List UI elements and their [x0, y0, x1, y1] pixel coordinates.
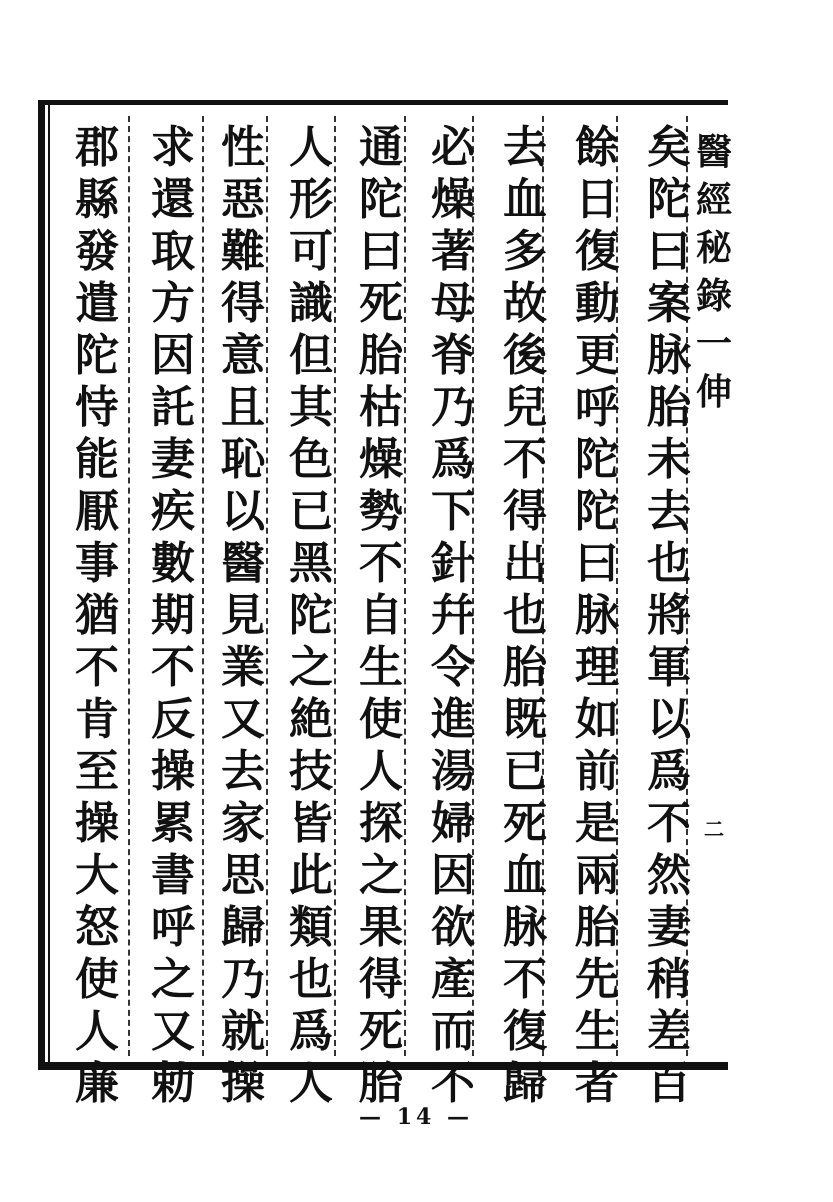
character: 得 — [221, 278, 265, 329]
character: 陀 — [289, 590, 333, 641]
character: 不 — [503, 954, 547, 1005]
character: 怒 — [75, 902, 119, 953]
character: 多 — [503, 226, 547, 277]
character: 錄 — [695, 275, 732, 317]
character: 恃 — [75, 382, 119, 433]
character: 家 — [221, 798, 265, 849]
character: 更 — [575, 330, 619, 381]
character: 肯 — [75, 694, 119, 745]
character: 之 — [289, 642, 333, 693]
character: 不 — [359, 538, 403, 589]
character: 出 — [503, 538, 547, 589]
character: 死 — [503, 798, 547, 849]
text-column — [282, 122, 340, 1109]
character: 縣 — [75, 174, 119, 225]
page-number: — 14 — — [359, 1104, 473, 1130]
character: 經 — [695, 179, 732, 221]
character: 脉 — [503, 902, 547, 953]
top-rule — [38, 100, 728, 105]
character: 能 — [75, 434, 119, 485]
character: 形 — [289, 174, 333, 225]
character: 以 — [647, 694, 691, 745]
character: 其 — [289, 382, 333, 433]
character: 枯 — [359, 382, 403, 433]
character: 呼 — [151, 902, 195, 953]
character: 血 — [503, 174, 547, 225]
character: 得 — [359, 954, 403, 1005]
character: 乃 — [431, 382, 475, 433]
character: 求 — [151, 122, 195, 173]
character: 期 — [151, 590, 195, 641]
character: 死 — [359, 1006, 403, 1057]
character: 勅 — [151, 1058, 195, 1109]
character: 進 — [431, 694, 475, 745]
character: 去 — [221, 746, 265, 797]
character: 令 — [431, 642, 475, 693]
text-column — [352, 122, 410, 1109]
left-inner-rule — [48, 104, 50, 1064]
character: 脊 — [431, 330, 475, 381]
character: 曰 — [647, 226, 691, 277]
character: 識 — [289, 278, 333, 329]
character: 廉 — [75, 1058, 119, 1109]
character: 呼 — [575, 382, 619, 433]
character: 疾 — [151, 486, 195, 537]
character: 不 — [647, 798, 691, 849]
character: 數 — [151, 538, 195, 589]
margin-header — [694, 128, 734, 416]
character: 軍 — [647, 642, 691, 693]
character: 去 — [503, 122, 547, 173]
character: 方 — [151, 278, 195, 329]
character: 將 — [647, 590, 691, 641]
character: 不 — [151, 642, 195, 693]
character: 燥 — [431, 174, 475, 225]
character: 餘 — [575, 122, 619, 173]
character: 湯 — [431, 746, 475, 797]
character: 二 — [704, 817, 724, 841]
character: 不 — [75, 642, 119, 693]
character: 死 — [359, 278, 403, 329]
character: 後 — [503, 330, 547, 381]
character: 之 — [151, 954, 195, 1005]
character: 發 — [75, 226, 119, 277]
character: 操 — [151, 746, 195, 797]
text-column — [424, 122, 482, 1109]
character: 醫 — [221, 538, 265, 589]
character: 取 — [151, 226, 195, 277]
text-column — [496, 122, 554, 1109]
character: 操 — [221, 1058, 265, 1109]
character: 曰 — [575, 538, 619, 589]
character: 兒 — [503, 382, 547, 433]
character: 技 — [289, 746, 333, 797]
column-divider — [202, 116, 204, 1056]
character: 事 — [75, 538, 119, 589]
character: 婦 — [431, 798, 475, 849]
character: 歸 — [503, 1058, 547, 1109]
character: 動 — [575, 278, 619, 329]
character: 針 — [431, 538, 475, 589]
character: 勢 — [359, 486, 403, 537]
character: 秘 — [695, 227, 732, 269]
character: 就 — [221, 1006, 265, 1057]
character: 也 — [503, 590, 547, 641]
character: 操 — [75, 798, 119, 849]
character: 惡 — [221, 174, 265, 225]
character: 業 — [221, 642, 265, 693]
character: 復 — [503, 1006, 547, 1057]
margin-page-mark — [702, 818, 726, 840]
character: 性 — [221, 122, 265, 173]
character: 是 — [575, 798, 619, 849]
character: 又 — [221, 694, 265, 745]
character: 得 — [503, 486, 547, 537]
character: 類 — [289, 902, 333, 953]
character: 生 — [359, 642, 403, 693]
character: 故 — [503, 278, 547, 329]
character: 大 — [75, 850, 119, 901]
character: 胎 — [503, 642, 547, 693]
character: 者 — [575, 1058, 619, 1109]
character: 血 — [503, 850, 547, 901]
character: 陀 — [575, 486, 619, 537]
character: 日 — [575, 174, 619, 225]
character: 如 — [575, 694, 619, 745]
character: 色 — [289, 434, 333, 485]
character: 遣 — [75, 278, 119, 329]
character: 妻 — [647, 902, 691, 953]
character: 見 — [221, 590, 265, 641]
character: 必 — [431, 122, 475, 173]
character: 之 — [359, 850, 403, 901]
character: 不 — [431, 1058, 475, 1109]
character: 而 — [431, 1006, 475, 1057]
character: 生 — [575, 1006, 619, 1057]
character: 又 — [151, 1006, 195, 1057]
character: 既 — [503, 694, 547, 745]
character: 但 — [289, 330, 333, 381]
character: 百 — [647, 1058, 691, 1109]
character: 託 — [151, 382, 195, 433]
character: 至 — [75, 746, 119, 797]
character: 因 — [151, 330, 195, 381]
character: 燥 — [359, 434, 403, 485]
character: 案 — [647, 278, 691, 329]
character: 絶 — [289, 694, 333, 745]
character: 胎 — [359, 330, 403, 381]
text-column — [568, 122, 626, 1109]
character: 醫 — [695, 131, 732, 173]
character: 妻 — [151, 434, 195, 485]
character: 兩 — [575, 850, 619, 901]
character: 母 — [431, 278, 475, 329]
character: 下 — [431, 486, 475, 537]
character: 人 — [289, 122, 333, 173]
character: 稍 — [647, 954, 691, 1005]
character: 已 — [289, 486, 333, 537]
character: 不 — [503, 434, 547, 485]
character: 胎 — [575, 902, 619, 953]
character: 復 — [575, 226, 619, 277]
character: 曰 — [359, 226, 403, 277]
character: 使 — [359, 694, 403, 745]
character: 果 — [359, 902, 403, 953]
character: 爲 — [431, 434, 475, 485]
text-column — [68, 122, 126, 1109]
character: 黑 — [289, 538, 333, 589]
character: 理 — [575, 642, 619, 693]
text-column — [214, 122, 272, 1109]
character: 自 — [359, 590, 403, 641]
character: 因 — [431, 850, 475, 901]
character: 脉 — [647, 330, 691, 381]
character: 陀 — [359, 174, 403, 225]
character: 思 — [221, 850, 265, 901]
text-column — [640, 122, 698, 1109]
character: 未 — [647, 434, 691, 485]
character: 乃 — [221, 954, 265, 1005]
character: 厭 — [75, 486, 119, 537]
character: 通 — [359, 122, 403, 173]
character: 矣 — [647, 122, 691, 173]
character: 著 — [431, 226, 475, 277]
character: 陀 — [647, 174, 691, 225]
character: 以 — [221, 486, 265, 537]
text-column — [144, 122, 202, 1109]
character: 一 — [695, 323, 732, 365]
character: 累 — [151, 798, 195, 849]
character: 陀 — [575, 434, 619, 485]
character: 且 — [221, 382, 265, 433]
character: 爲 — [289, 1006, 333, 1057]
character: 也 — [647, 538, 691, 589]
character: 差 — [647, 1006, 691, 1057]
character: 反 — [151, 694, 195, 745]
character: 意 — [221, 330, 265, 381]
character: 郡 — [75, 122, 119, 173]
character: 皆 — [289, 798, 333, 849]
character: 欲 — [431, 902, 475, 953]
character: 先 — [575, 954, 619, 1005]
character: 難 — [221, 226, 265, 277]
character: 幷 — [431, 590, 475, 641]
character: 可 — [289, 226, 333, 277]
character: 人 — [359, 746, 403, 797]
character: 然 — [647, 850, 691, 901]
character: 也 — [289, 954, 333, 1005]
character: 人 — [75, 1006, 119, 1057]
column-divider — [128, 116, 130, 1056]
character: 產 — [431, 954, 475, 1005]
character: 前 — [575, 746, 619, 797]
character: 歸 — [221, 902, 265, 953]
character: 人 — [289, 1058, 333, 1109]
character: 探 — [359, 798, 403, 849]
character: 此 — [289, 850, 333, 901]
character: 胎 — [647, 382, 691, 433]
character: 爲 — [647, 746, 691, 797]
character: 書 — [151, 850, 195, 901]
character: 脉 — [575, 590, 619, 641]
character: 去 — [647, 486, 691, 537]
character: 伸 — [695, 371, 732, 413]
character: 胎 — [359, 1058, 403, 1109]
character: 使 — [75, 954, 119, 1005]
character: 恥 — [221, 434, 265, 485]
character: 已 — [503, 746, 547, 797]
character: 還 — [151, 174, 195, 225]
character: 猶 — [75, 590, 119, 641]
left-rule — [38, 100, 45, 1070]
character: 陀 — [75, 330, 119, 381]
